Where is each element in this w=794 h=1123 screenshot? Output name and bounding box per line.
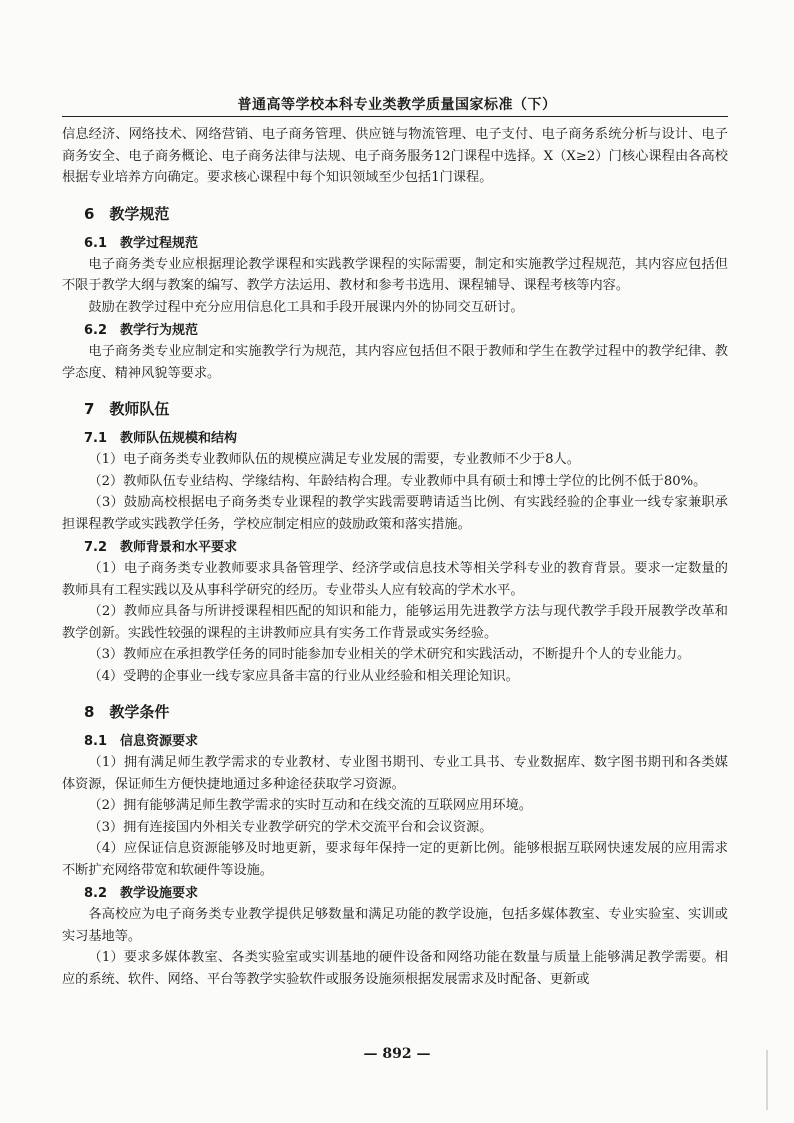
section-7-2-item-2: （2）教师应具备与所讲授课程相匹配的知识和能力，能够运用先进教学方法与现代教学手段开展教学改革和教学创新。实践性较强的课程的主讲教师应具有实务工作背景或实务经验。 <box>62 604 728 641</box>
section-6-1-paragraph-1: 电子商务类专业应根据理论教学课程和实践教学课程的实际需要，制定和实施教学过程规范，其内容应包括但不限于教学大纲与教案的编写、教学方法运用、教材和参考书选用、课程辅导、课程考核等内容。 <box>62 256 728 293</box>
section-8-heading: 8 教学条件 <box>84 703 170 721</box>
section-6-2-paragraph-1: 电子商务类专业应制定和实施教学行为规范，其内容应包括但不限于教师和学生在教学过程中的教学纪律、教学态度、精神风貌等要求。 <box>62 344 728 381</box>
section-7-2-item-4: （4）受聘的企事业一线专家应具备丰富的行业从业经验和相关理论知识。 <box>88 668 519 684</box>
header-rule <box>62 116 728 117</box>
section-8-2-paragraph-2: （1）要求多媒体教室、各类实验室或实训基地的硬件设备和网络功能在数量与质量上能够满足教学需要。相应的系统、软件、网络、平台等教学实验软件或服务设施须根据发展需求及时配备、更新或 <box>62 950 728 987</box>
section-8-2-heading: 8.2 教学设施要求 <box>84 886 199 901</box>
section-7-2-item-1: （1）电子商务类专业教师要求具备管理学、经济学或信息技术等相关学科专业的教育背景。要求一定数量的教师具有工程实践以及从事科学研究的经历。专业带头人应有较高的学术水平。 <box>62 561 728 598</box>
section-7-1-item-2: （2）教师队伍专业结构、学缘结构、年龄结构合理。专业教师中具有硕士和博士学位的比例不低于80%。 <box>88 473 707 489</box>
section-7-1-item-3: （3）鼓励高校根据电子商务类专业课程的教学实践需要聘请适当比例、有实践经验的企事业一线专家兼职承担课程教学或实践教学任务，学校应制定相应的鼓励政策和落实措施。 <box>62 495 728 532</box>
section-6-heading: 6 教学规范 <box>84 204 170 223</box>
section-7-1-heading: 7.1 教师队伍规模和结构 <box>84 431 238 446</box>
section-8-1-heading: 8.1 信息资源要求 <box>84 734 199 749</box>
section-6-1-heading: 6.1 教学过程规范 <box>84 235 199 251</box>
page-body <box>62 124 728 990</box>
section-6-1-paragraph-2: 鼓励在教学过程中充分应用信息化工具和手段开展课内外的协同交互研讨。 <box>88 299 524 315</box>
section-7-heading: 7 教师队伍 <box>84 400 170 418</box>
section-8-2-paragraph-1: 各高校应为电子商务类专业教学提供足够数量和满足功能的教学设施，包括多媒体教室、专业实验室、实训或实习基地等。 <box>62 907 728 944</box>
scan-edge-mark <box>766 1050 768 1110</box>
section-8-1-item-3: （3）拥有连接国内外相关专业教学研究的学术交流平台和会议资源。 <box>88 819 493 835</box>
section-8-1-item-4: （4）应保证信息资源能够及时地更新，要求每年保持一定的更新比例。能够根据互联网快速发展的应用需求不断扩充网络带宽和软硬件等设施。 <box>62 841 728 878</box>
section-8-1-item-2: （2）拥有能够满足师生教学需求的实时互动和在线交流的互联网应用环境。 <box>88 798 532 813</box>
section-6-2-heading: 6.2 教学行为规范 <box>84 323 199 338</box>
section-7-2-item-3: （3）教师应在承担教学任务的同时能参加专业相关的学术研究和实践活动，不断提升个人的专业能力。 <box>88 647 691 662</box>
section-8-1-item-1: （1）拥有满足师生教学需求的专业教材、专业图书期刊、专业工具书、专业数据库、数字图书期刊和各类媒体资源，保证师生方便快捷地通过多种途径获取学习资源。 <box>62 755 728 792</box>
section-7-2-heading: 7.2 教师背景和水平要求 <box>84 540 238 555</box>
running-header: 普通高等学校本科专业类教学质量国家标准（下） <box>237 97 557 113</box>
page-number: — 892 — <box>363 1046 431 1062</box>
section-7-1-item-1: （1）电子商务类专业教师队伍的规模应满足专业发展的需要，专业教师不少于8人。 <box>88 452 580 467</box>
intro-paragraph: 信息经济、网络技术、网络营销、电子商务管理、供应链与物流管理、电子支付、电子商务系统分析与设计、电子商务安全、电子商务概论、电子商务法律与法规、电子商务服务12门课程中选择。X（X≥2）门核心课程由各高校根据专业培养方向确定。要求核心课程中每个知识领域至少包括1门课程。 <box>62 127 728 185</box>
